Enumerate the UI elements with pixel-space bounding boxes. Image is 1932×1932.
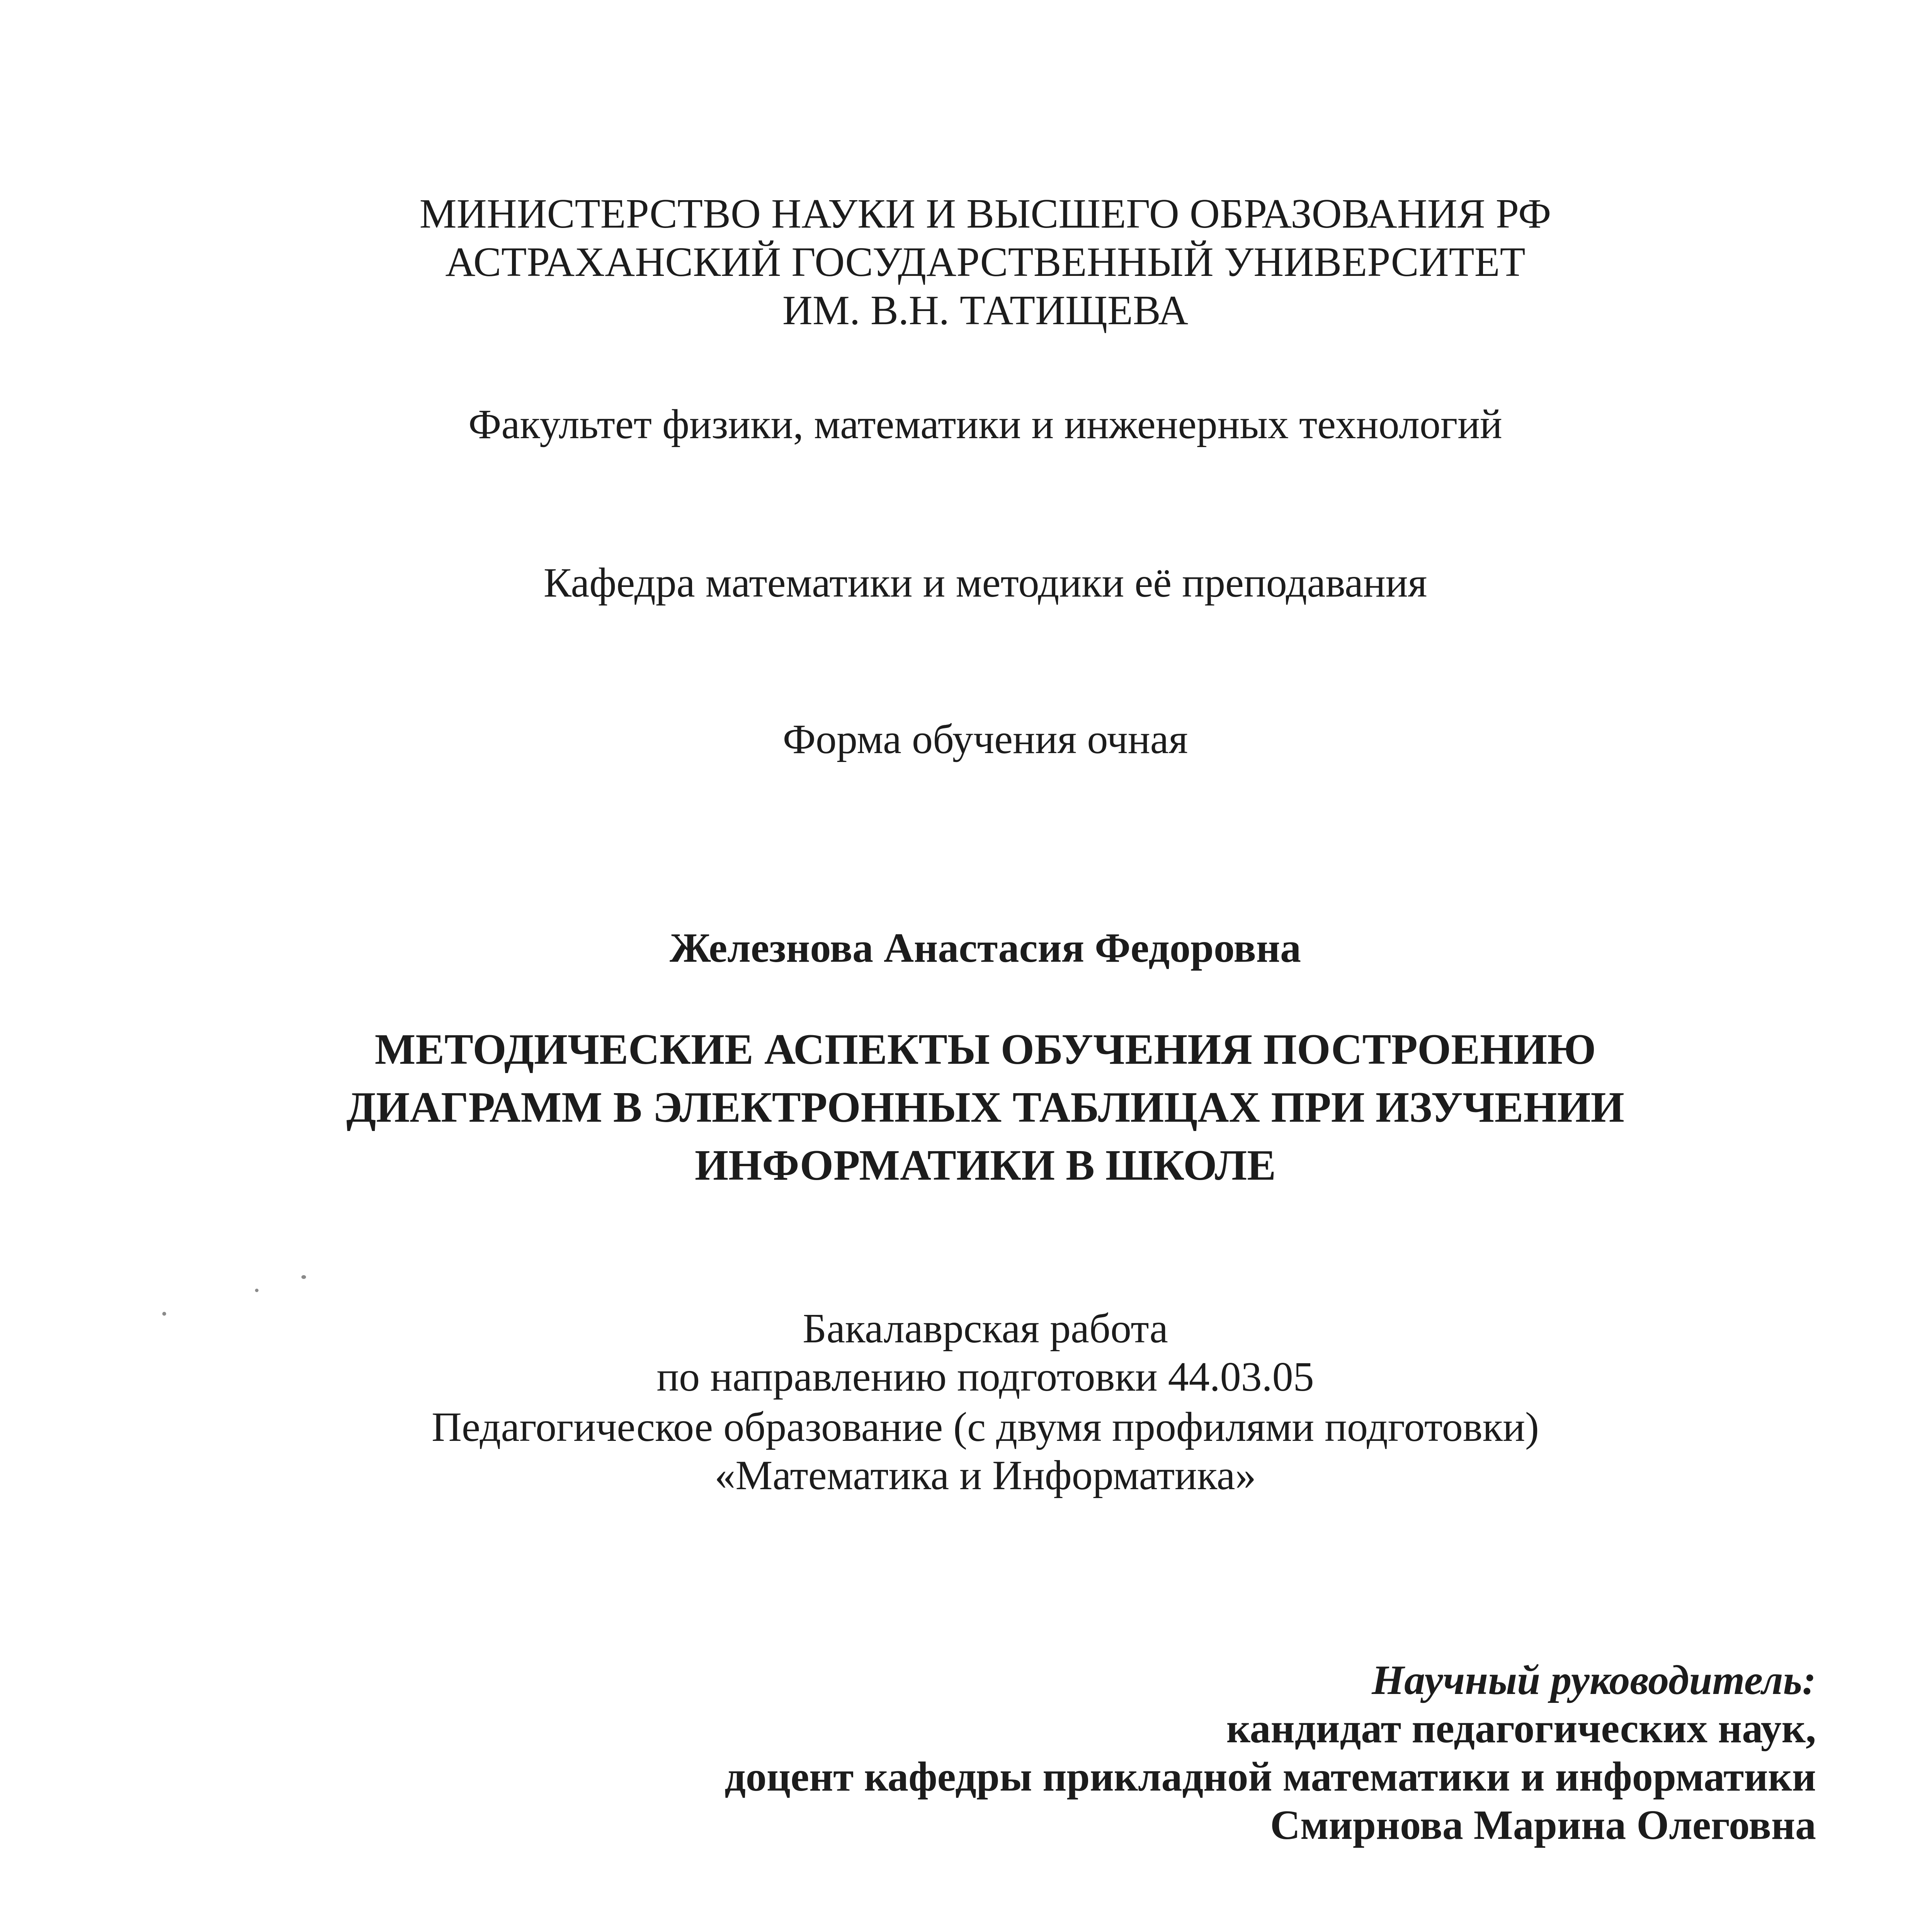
- work-profile: «Математика и Информатика»: [714, 1452, 1256, 1498]
- supervisor-name: Смирнова Марина Олеговна: [1270, 1802, 1816, 1848]
- supervisor-label: Научный руководитель:: [1372, 1657, 1816, 1703]
- study-form: Форма обучения очная: [782, 716, 1188, 762]
- department-name: Кафедра математики и методики её преподавания: [543, 560, 1427, 606]
- university-name: АСТРАХАНСКИЙ ГОСУДАРСТВЕННЫЙ УНИВЕРСИТЕТ: [445, 239, 1526, 285]
- scan-speck: [301, 1275, 306, 1279]
- work-program: Педагогическое образование (с двумя профилями подготовки): [431, 1404, 1539, 1450]
- thesis-title-line-1: МЕТОДИЧЕСКИЕ АСПЕКТЫ ОБУЧЕНИЯ ПОСТРОЕНИЮ: [374, 1026, 1596, 1073]
- university-named-after: ИМ. В.Н. ТАТИЩЕВА: [782, 287, 1189, 333]
- work-direction: по направлению подготовки 44.03.05: [656, 1354, 1314, 1400]
- ministry-name: МИНИСТЕРСТВО НАУКИ И ВЫСШЕГО ОБРАЗОВАНИЯ РФ: [419, 191, 1551, 237]
- supervisor-degree: кандидат педагогических наук,: [1226, 1706, 1816, 1752]
- supervisor-position: доцент кафедры прикладной математики и информатики: [724, 1754, 1816, 1800]
- faculty-name: Факультет физики, математики и инженерных технологий: [468, 401, 1502, 447]
- scan-speck: [162, 1312, 166, 1316]
- thesis-title-line-3: ИНФОРМАТИКИ В ШКОЛЕ: [695, 1141, 1276, 1189]
- author-name: Железнова Анастасия Федоровна: [670, 925, 1301, 971]
- scan-speck: [255, 1289, 259, 1292]
- work-type: Бакалаврская работа: [803, 1306, 1168, 1352]
- thesis-title-line-2: ДИАГРАММ В ЭЛЕКТРОННЫХ ТАБЛИЦАХ ПРИ ИЗУЧЕНИИ: [346, 1083, 1624, 1131]
